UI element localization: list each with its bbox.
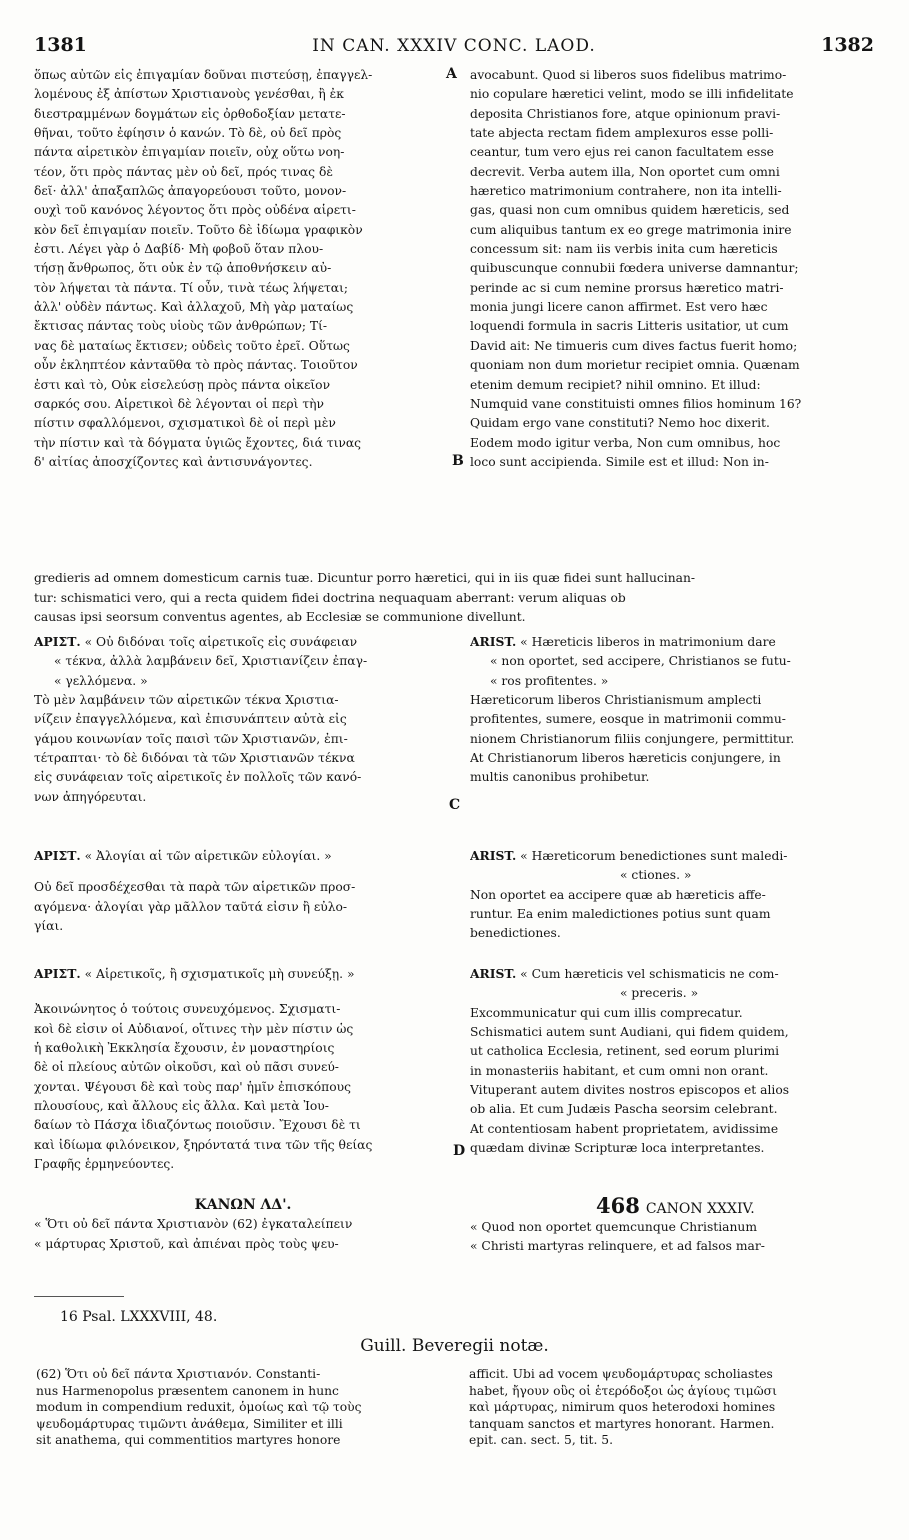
latin-text-line: Quidam ergo vane constituti? Nemo hoc dixerit. xyxy=(470,416,770,431)
arist-label: ARIST. xyxy=(470,966,517,981)
arist-quote-line: « Hæreticorum benedictiones sunt maledi- xyxy=(520,849,788,863)
comment-line: multis canonibus prohibetur. xyxy=(470,770,650,785)
full-width-line: gredieris ad omnem domesticum carnis tuæ. Dicuntur porro hæretici, qui in iis quæ fidei sunt hallucinan- xyxy=(34,571,696,585)
full-width-line: causas ipsi seorsum conventus agentes, ab Ecclesiæ se communione divellunt. xyxy=(34,610,526,624)
greek-text-line: διεστραμμένων δογμάτων εἰς ὀρθοδοξίαν μετατε- xyxy=(34,106,346,121)
comment-line: καὶ ἰδίωμα φιλόνεικον, ξηρόντατά τινα τῶν τῆς θείας xyxy=(34,1137,373,1152)
latin-text-line: perinde ac si cum nemine prorsus hæretico matri- xyxy=(470,280,784,295)
margin-marker-b: B xyxy=(452,453,464,469)
running-title: IN CAN. XXXIV CONC. LAOD. xyxy=(312,36,596,56)
arist-quote-line: « Cum hæreticis vel schismaticis ne com- xyxy=(520,967,779,981)
comment-line: Hæreticorum liberos Christianismum amplecti xyxy=(470,693,762,708)
greek-text-line: τὸν λήψεται τὰ πάντα. Τί οὖν, τινὰ τέως λήψεται; xyxy=(34,280,349,295)
greek-text-line: ἐστι καὶ τὸ, Οὐκ εἰσελεύσῃ πρὸς πάντα οἰκεῖον xyxy=(34,377,331,392)
arist-quote-line: « non oportet, sed accipere, Christianos se futu- xyxy=(490,654,791,669)
arist2-greek xyxy=(34,846,452,936)
comment-line: quædam divinæ Scripturæ loca interpretantes. xyxy=(470,1141,765,1156)
page-number-right: 1382 xyxy=(821,34,874,56)
greek-text-line: σαρκός σου. Αἱρετικοὶ δὲ λέγονται οἱ περὶ τὴν xyxy=(34,396,324,411)
comment-line: γίαι. xyxy=(34,919,64,934)
greek-text-line: ουχὶ τοῦ κανόνος λέγοντος ὅτι πρὸς οὐδένα αἱρετι- xyxy=(34,203,356,218)
comment-line: runtur. Ea enim maledictiones potius sunt quam xyxy=(470,907,771,922)
latin-text-line: quibuscunque connubii fœdera universe damnantur; xyxy=(470,261,799,276)
arist-quote-line: « preceris. » xyxy=(620,986,699,1001)
greek-text-line: τέον, ὅτι πρὸς πάντας μὲν οὐ δεῖ, πρός τινας δὲ xyxy=(34,164,333,179)
notes-left-column xyxy=(36,1366,454,1449)
page-number-left: 1381 xyxy=(34,34,87,56)
arist1-latin xyxy=(470,632,874,788)
arist-quote-line: « τέκνα, ἀλλὰ λαμβάνειν δεῖ, Χριστιανίζειν ἐπαγ- xyxy=(54,654,368,669)
margin-marker-d: D xyxy=(453,1143,466,1159)
arist-label: ΑΡΙΣΤ. xyxy=(34,634,81,649)
latin-text-line: monia jungi licere canon affirmet. Est vero hæc xyxy=(470,300,768,315)
latin-text-line: loquendi formula in sacris Litteris usitatior, ut cum xyxy=(470,319,789,334)
arist-label: ARIST. xyxy=(470,848,517,863)
latin-text-line: nio copulare hæretici velint, modo se illi infidelitate xyxy=(470,87,794,102)
greek-text-line: ἀλλ' οὐδὲν πάντως. Καὶ ἀλλαχοῦ, Μὴ γὰρ ματαίως xyxy=(34,300,354,315)
page-header xyxy=(34,34,874,60)
greek-column-top xyxy=(34,66,452,472)
arist-label: ΑΡΙΣΤ. xyxy=(34,966,81,981)
comment-line: At Christianorum liberos hæreticis conjungere, in xyxy=(470,751,781,766)
latin-text-line: tate abjecta rectam fidem amplexuros esse polli- xyxy=(470,126,774,141)
comment-line: ἡ καθολικὴ Ἐκκλησία ἔχουσιν, ἐν μοναστηρίοις xyxy=(34,1041,335,1056)
arist-label: ARIST. xyxy=(470,634,517,649)
comment-line: Οὐ δεῖ προσδέχεσθαι τὰ παρὰ τῶν αἱρετικῶν προσ- xyxy=(34,880,356,895)
note-line: καὶ μάρτυρας, nimirum quos heterodoxi homines xyxy=(469,1400,776,1414)
greek-text-line: κὸν δεῖ ἐπιγαμίαν ποιεῖν. Τοῦτο δὲ ἰδίωμα γραφικὸν xyxy=(34,222,363,237)
note-line: afficit. Ubi ad vocem ψευδομάρτυρας scholiastes xyxy=(469,1367,773,1381)
comment-line: Τὸ μὲν λαμβάνειν τῶν αἱρετικῶν τέκνα Χριστια- xyxy=(34,693,339,708)
canon-title-greek: ΚΑΝΩΝ ΛΔ'. xyxy=(194,1197,292,1213)
arist3-latin xyxy=(470,964,874,1158)
greek-text-line: ἐστι. Λέγει γὰρ ὁ Δαβίδ· Μὴ φοβοῦ ὅταν πλου- xyxy=(34,242,324,257)
greek-text-line: δ' αἰτίας ἀποσχίζοντες καὶ ἀντισυνάγοντες. xyxy=(34,454,313,469)
footnote-rule xyxy=(34,1296,124,1297)
latin-text-line: concessum sit: nam iis verbis inita cum hæreticis xyxy=(470,242,778,257)
greek-text-line: οὖν ἐκληπτέον κἀνταῦθα τὸ πρὸς πάντας. Τοιοῦτον xyxy=(34,358,358,373)
comment-line: nionem Christianorum filiis conjungere, permittitur. xyxy=(470,731,795,746)
comment-line: Schismatici autem sunt Audiani, qui fidem quidem, xyxy=(470,1025,789,1040)
note-line: nus Harmenopolus præsentem canonem in hunc xyxy=(36,1383,339,1398)
margin-marker-a: A xyxy=(446,66,457,82)
comment-line: Non oportet ea accipere quæ ab hæreticis affe- xyxy=(470,887,766,902)
latin-text-line: decrevit. Verba autem illa, Non oportet cum omni xyxy=(470,164,780,179)
latin-text-line: deposita Christianos fore, atque opinionum pravi- xyxy=(470,106,781,121)
comment-line: Vituperant autem divites nostros episcopos et alios xyxy=(470,1083,790,1098)
comment-line: Excommunicatur qui cum illis comprecatur. xyxy=(470,1005,743,1020)
arist-quote-line: « ctiones. » xyxy=(620,868,692,883)
latin-column-top xyxy=(470,66,874,472)
comment-line: profitentes, sumere, eosque in matrimonii commu- xyxy=(470,712,786,727)
comment-line: in monasteriis habitant, et cum omni non orant. xyxy=(470,1063,769,1078)
comment-line: Γραφῆς ἑρμηνεύοντες. xyxy=(34,1157,175,1172)
arist3-greek xyxy=(34,964,452,1174)
latin-text-line: gas, quasi non cum omnibus quidem hæreticis, sed xyxy=(470,203,790,218)
greek-text-line: λομένους ἐξ ἀπίστων Χριστιανοὺς γενέσθαι, ἢ ἐκ xyxy=(34,87,344,102)
arist-quote-line: « γελλόμενα. » xyxy=(54,673,148,688)
arist-quote-line: « Οὐ διδόναι τοῖς αἱρετικοῖς εἰς συνάφειαν xyxy=(84,635,358,649)
full-width-line: tur: schismatici vero, qui a recta quidem fidei doctrina nequaquam aberrant: verum aliquas ob xyxy=(34,590,626,605)
arist-quote-line: « ros profitentes. » xyxy=(490,673,609,688)
canon-line: « Ὅτι οὐ δεῖ πάντα Χριστιανὸν (62) ἐγκαταλείπειν xyxy=(34,1217,353,1232)
notes-right-column xyxy=(469,1366,873,1449)
comment-line: ut catholica Ecclesia, retinent, sed eorum plurimi xyxy=(470,1044,780,1059)
comment-line: At contentiosam habent proprietatem, avidissime xyxy=(470,1121,779,1136)
note-line: habet, ἤγουν οὓς οἱ ἑτερόδοξοι ὡς ἁγίους τιμῶσι xyxy=(469,1383,777,1398)
canon-greek xyxy=(34,1196,452,1254)
arist-label: ΑΡΙΣΤ. xyxy=(34,848,81,863)
comment-line: νίζειν ἐπαγγελλόμενα, καὶ ἐπισυνάπτειν αὐτὰ εἰς xyxy=(34,712,347,727)
note-line: epit. can. sect. 5, tit. 5. xyxy=(469,1433,614,1447)
latin-text-line: ceantur, tum vero ejus rei canon facultatem esse xyxy=(470,145,774,160)
full-width-text xyxy=(34,569,874,628)
arist1-greek xyxy=(34,632,452,807)
canon-line: « Christi martyras relinquere, et ad falsos mar- xyxy=(470,1239,765,1254)
margin-marker-c: C xyxy=(449,797,461,813)
note-line: sit anathema, qui commentitios martyres honore xyxy=(36,1433,341,1447)
comment-line: Ἀκοινώνητος ὁ τούτοις συνευχόμενος. Σχισματι- xyxy=(34,1002,341,1017)
note-line: tanquam sanctos et martyres honorant. Harmen. xyxy=(469,1416,775,1431)
latin-text-line: Numquid vane constituisti omnes filios hominum 16? xyxy=(470,396,802,411)
latin-text-line: Eodem modo igitur verba, Non cum omnibus, hoc xyxy=(470,435,781,450)
greek-text-line: ὅπως αὐτῶν εἰς ἐπιγαμίαν δοῦναι πιστεύσῃ, ἐπαγγελ- xyxy=(34,68,373,82)
arist-quote-line: « Αἱρετικοῖς, ἢ σχισματικοῖς μὴ συνεύξῃ. » xyxy=(84,967,355,981)
latin-text-line: quoniam non dum morietur recipiet omnia. Quænam xyxy=(470,358,800,373)
note-line: modum in compendium reduxit, ὁμοίως καὶ τῷ τοὺς xyxy=(36,1400,362,1414)
comment-line: κοὶ δὲ εἰσιν οἱ Αὐδιανοί, οἵτινες τὴν μὲν πίστιν ὡς xyxy=(34,1021,354,1036)
greek-text-line: πάντα αἱρετικὸν ἐπιγαμίαν ποιεῖν, οὐχ οὕτω νοη- xyxy=(34,145,345,160)
comment-line: δαίων τὸ Πάσχα ἰδιαζόντως ποιοῦσιν. Ἔχουσι δὲ τι xyxy=(34,1118,361,1133)
comment-line: τέτραπται· τὸ δὲ διδόναι τὰ τῶν Χριστιανῶν τέκνα xyxy=(34,751,355,766)
latin-text-line: etenim demum recipiet? nihil omnino. Et illud: xyxy=(470,377,761,392)
latin-text-line: cum aliquibus tantum ex eo grege matrimonia inire xyxy=(470,222,792,237)
comment-line: benedictiones. xyxy=(470,926,561,941)
greek-text-line: πίστιν σφαλλόμενοι, σχισματικοὶ δὲ οἱ περὶ μὲν xyxy=(34,416,336,431)
comment-line: γάμου κοινωνίαν τοῖς παισὶ τῶν Χριστιανῶν, ἐπι- xyxy=(34,731,348,746)
greek-text-line: νας δὲ ματαίως ἔκτισεν; οὐδεὶς τοῦτο ἐρεῖ. Οὕτως xyxy=(34,338,350,353)
canon-line: « μάρτυρας Χριστοῦ, καὶ ἀπιέναι πρὸς τοὺς ψευ- xyxy=(34,1236,339,1251)
canon-latin xyxy=(470,1218,874,1257)
comment-line: χονται. Ψέγουσι δὲ καὶ τοὺς παρ' ἡμῖν ἐπισκόπους xyxy=(34,1079,351,1094)
note-line: (62) Ὅτι οὐ δεῖ πάντα Χριστιανόν. Constanti- xyxy=(36,1367,321,1381)
comment-line: πλουσίους, καὶ ἄλλους εἰς ἄλλα. Καὶ μετὰ Ἰου- xyxy=(34,1099,329,1114)
canon-line: « Quod non oportet quemcunque Christianum xyxy=(470,1220,757,1234)
greek-text-line: ἔκτισας πάντας τοὺς υἱοὺς τῶν ἀνθρώπων; Τί- xyxy=(34,319,328,334)
canon-column-number: 468 xyxy=(596,1193,640,1218)
notes-title: Guill. Beveregii notæ. xyxy=(360,1336,549,1356)
comment-line: ob alia. Et cum Judæis Pascha seorsim celebrant. xyxy=(470,1102,778,1117)
latin-text-line: hæretico matrimonium contrahere, non ita intelli- xyxy=(470,184,782,199)
comment-line: εἰς συνάφειαν τοῖς αἱρετικοῖς ἐν πολλοῖς τῶν κανό- xyxy=(34,770,362,785)
greek-text-line: τήσῃ ἄνθρωπος, ὅτι οὐκ ἐν τῷ ἀποθνήσκειν αὐ- xyxy=(34,261,332,276)
canon-heading-latin xyxy=(596,1193,755,1218)
comment-line: νων ἀπηγόρευται. xyxy=(34,789,147,804)
greek-text-line: θῆναι, τοῦτο ἐφίησιν ὁ κανών. Τὸ δὲ, οὐ δεῖ πρὸς xyxy=(34,126,342,141)
latin-text-line: loco sunt accipienda. Simile est et illud: Non in- xyxy=(470,454,769,469)
latin-text-line: David ait: Ne timueris cum dives factus fuerit homo; xyxy=(470,338,798,353)
comment-line: δὲ οἱ πλείους αὐτῶν οἰκοῦσι, καὶ οὐ πᾶσι συνεύ- xyxy=(34,1060,339,1075)
latin-text-line: avocabunt. Quod si liberos suos fidelibus matrimo- xyxy=(470,68,787,82)
arist-quote-line: « Ἀλογίαι αἱ τῶν αἱρετικῶν εὐλογίαι. » xyxy=(84,849,332,863)
arist2-latin xyxy=(470,846,874,944)
canon-title-latin: CANON XXXIV. xyxy=(645,1201,755,1217)
arist-quote-line: « Hæreticis liberos in matrimonium dare xyxy=(520,635,776,649)
greek-text-line: δεῖ· ἀλλ' ἀπαξαπλῶς ἀπαγορεύουσι τοῦτο, μονον- xyxy=(34,184,347,199)
note-line: ψευδομάρτυρας τιμῶντι ἀνάθεμα, Similiter et illi xyxy=(36,1416,343,1431)
greek-text-line: τὴν πίστιν καὶ τὰ δόγματα ὑγιῶς ἔχοντες, διά τινας xyxy=(34,435,362,450)
comment-line: αγόμενα· ἀλογίαι γὰρ μᾶλλον ταῦτά εἰσιν ἢ εὐλο- xyxy=(34,899,348,914)
footnote: 16 Psal. LXXXVIII, 48. xyxy=(60,1309,218,1325)
